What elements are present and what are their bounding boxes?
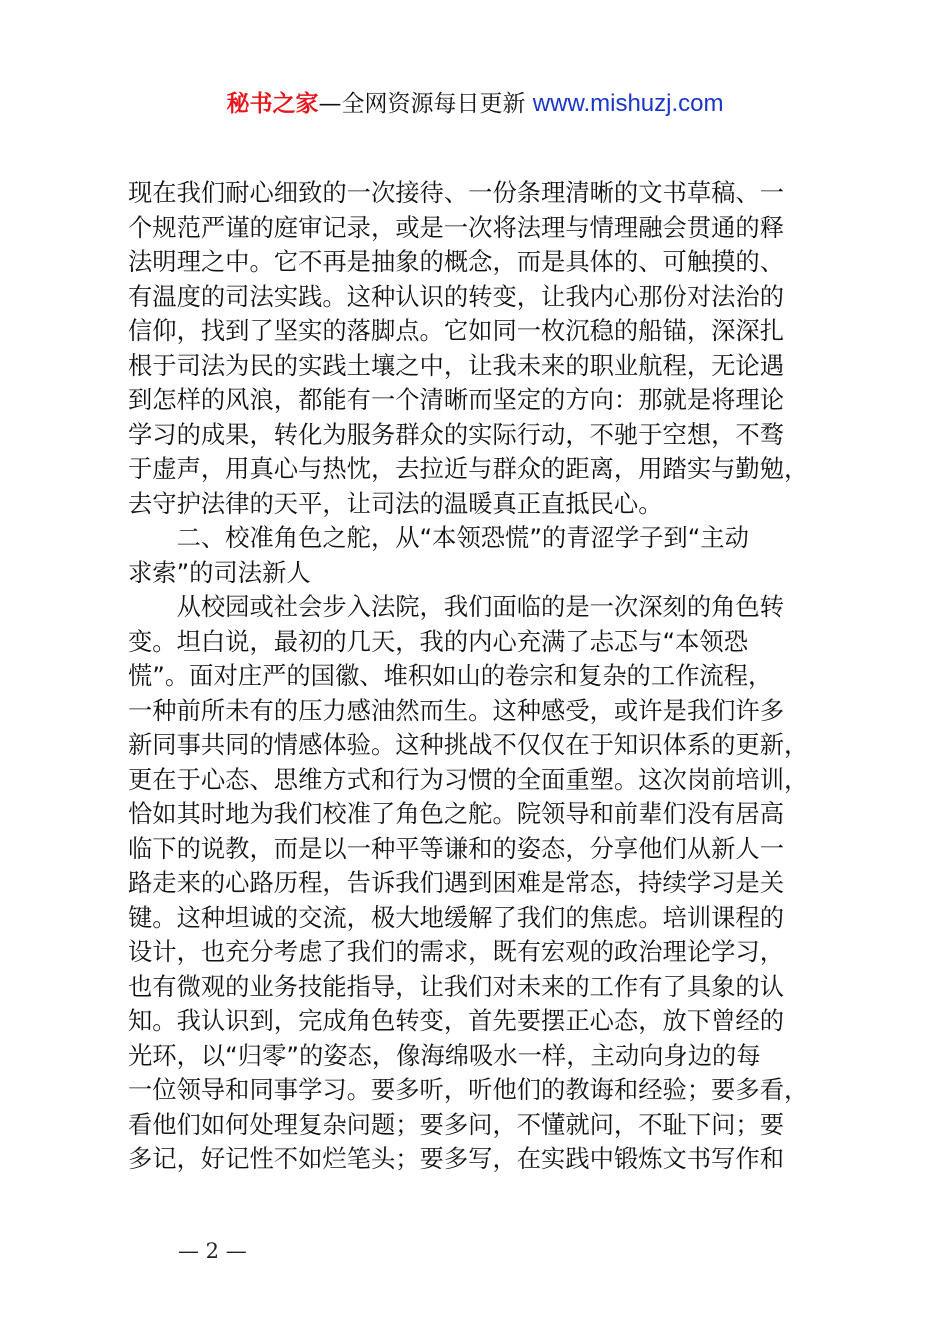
text-line: 去守护法律的天平，让司法的温暖真正直抵民心。 <box>128 488 663 518</box>
text-line: 看他们如何处理复杂问题；要多问，不懂就问，不耻下问；要 <box>128 1109 785 1139</box>
site-header <box>0 88 950 120</box>
text-line: 根于司法为民的实践土壤之中，让我未来的职业航程，无论遇 <box>128 350 785 380</box>
text-line: 变。坦白说，最初的几天，我的内心充满了忐忑与“本领恐 <box>128 626 749 656</box>
section-heading-line: 求索”的司法新人 <box>128 557 311 587</box>
text-line: 慌”。面对庄严的国徽、堆积如山的卷宗和复杂的工作流程， <box>128 661 773 690</box>
text-line: 个规范严谨的庭审记录，或是一次将法理与情理融会贯通的释 <box>128 212 785 242</box>
site-brand: 秘书之家 <box>226 91 319 117</box>
text-line: 也有微观的业务技能指导，让我们对未来的工作有了具象的认 <box>128 971 785 1001</box>
text-line: 从校园或社会步入法院，我们面临的是一次深刻的角色转 <box>128 592 785 621</box>
text-line: 有温度的司法实践。这种认识的转变，让我内心那份对法治的 <box>128 281 785 311</box>
text-line: 一位领导和同事学习。要多听，听他们的教诲和经验；要多看， <box>128 1075 809 1104</box>
text-line: 到怎样的风浪，都能有一个清晰而坚定的方向：那就是将理论 <box>128 385 785 414</box>
section-heading-line: 二、校准角色之舵，从“本领恐慌”的青涩学子到“主动 <box>128 523 749 552</box>
text-line: 一种前所未有的压力感油然而生。这种感受，或许是我们许多 <box>128 695 785 725</box>
page-number: — 2 — <box>178 1239 247 1263</box>
site-url[interactable]: www.mishuzj.com <box>532 90 724 117</box>
text-line: 学习的成果，转化为服务群众的实际行动，不驰于空想，不骛 <box>128 419 785 449</box>
text-line: 键。这种坦诚的交流，极大地缓解了我们的焦虑。培训课程的 <box>128 902 785 932</box>
text-line: 多记，好记性不如烂笔头；要多写，在实践中锻炼文书写作和 <box>128 1144 785 1173</box>
text-line: 知。我认识到，完成角色转变，首先要摆正心态，放下曾经的 <box>128 1006 785 1035</box>
text-line: 新同事共同的情感体验。这种挑战不仅仅在于知识体系的更新， <box>128 730 809 759</box>
text-line: 路走来的心路历程，告诉我们遇到困难是常态，持续学习是关 <box>128 868 785 897</box>
text-line: 光环，以“归零”的姿态，像海绵吸水一样，主动向身边的每 <box>128 1040 761 1070</box>
text-line: 恰如其时地为我们校准了角色之舵。院领导和前辈们没有居高 <box>128 799 785 828</box>
text-line: 信仰，找到了坚实的落脚点。它如同一枚沉稳的船锚，深深扎 <box>128 316 785 345</box>
site-slogan: —全网资源每日更新 <box>318 91 533 117</box>
text-line: 现在我们耐心细致的一次接待、一份条理清晰的文书草稿、一 <box>128 178 785 207</box>
text-line: 法明理之中。它不再是抽象的概念，而是具体的、可触摸的、 <box>128 247 785 276</box>
text-line: 临下的说教，而是以一种平等谦和的姿态，分享他们从新人一 <box>128 833 785 863</box>
text-line: 更在于心态、思维方式和行为习惯的全面重塑。这次岗前培训， <box>128 764 809 794</box>
text-line: 于虚声，用真心与热忱，去拉近与群众的距离，用踏实与勤勉， <box>128 454 809 483</box>
text-line: 设计，也充分考虑了我们的需求，既有宏观的政治理论学习， <box>128 937 785 966</box>
document-body <box>128 176 838 1177</box>
